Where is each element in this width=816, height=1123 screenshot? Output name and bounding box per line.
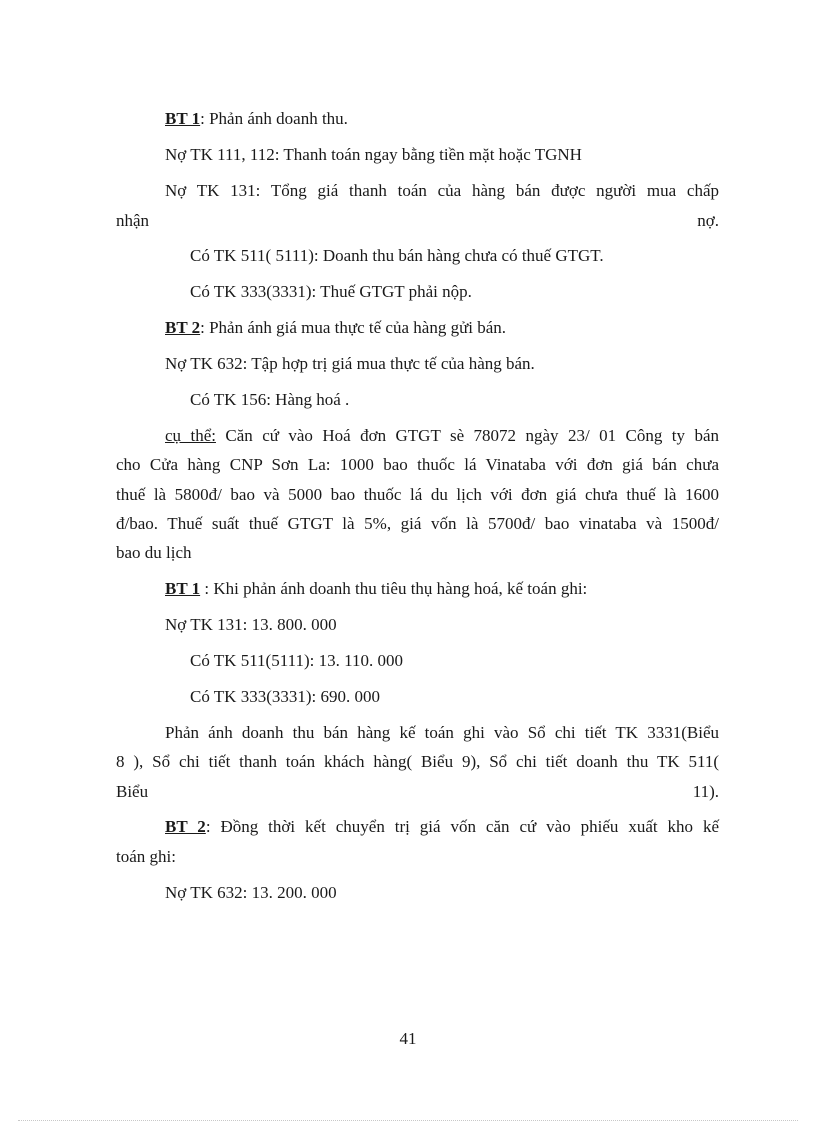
debit-632-amount-line: Nợ TK 632: 13. 200. 000 [165, 883, 337, 902]
debit-131-line: Nợ TK 131: Tổng giá thanh toán của hàng bán được người mua chấp [165, 181, 719, 200]
bt1-label: BT 1 [165, 109, 201, 128]
bt1b-label: BT 1 [165, 579, 201, 598]
bt2b-label: BT 2 [165, 817, 206, 836]
bt1b-text: : Khi phản ánh doanh thu tiêu thụ hàng hoá, kế toán ghi: [200, 579, 588, 598]
bt1b-heading [165, 579, 719, 599]
continuation-left: nhận [116, 211, 150, 230]
page-bottom-divider [18, 1120, 798, 1121]
credit-511-line: Có TK 511( 5111): Doanh thu bán hàng chưa có thuế GTGT. [190, 246, 604, 265]
bt2-heading [165, 318, 719, 338]
bt2b-continuation: toán ghi: [116, 847, 176, 866]
debit-632-line: Nợ TK 632: Tập hợp trị giá mua thực tế của hàng bán. [165, 354, 535, 373]
credit-333-amount-line: Có TK 333(3331): 690. 000 [190, 687, 380, 706]
debit-131-amount-line: Nợ TK 131: 13. 800. 000 [165, 615, 337, 634]
bt1-heading [165, 109, 719, 129]
bt2b-heading [165, 817, 719, 837]
ledger-note-line-1: Phản ánh doanh thu bán hàng kế toán ghi vào Sổ chi tiết TK 3331(Biểu [165, 723, 719, 742]
bt2-text: : Phản ánh giá mua thực tế của hàng gửi bán. [200, 318, 507, 337]
credit-156-line: Có TK 156: Hàng hoá . [190, 390, 350, 409]
ledger-note-line-2: 8 ), Sổ chi tiết thanh toán khách hàng( Biểu 9), Sổ chi tiết doanh thu TK 511( [116, 752, 719, 771]
bt2b-text: : Đồng thời kết chuyển trị giá vốn căn cứ vào phiếu xuất kho kế [205, 817, 719, 836]
continuation-right: nợ. [697, 211, 719, 230]
page-number: 41 [399, 1029, 417, 1048]
example-line-4: đ/bao. Thuế suất thuế GTGT là 5%, giá vốn là 5700đ/ bao vinataba và 1500đ/ [116, 514, 719, 533]
credit-511-amount-line: Có TK 511(5111): 13. 110. 000 [190, 651, 403, 670]
bt1-text: : Phản ánh doanh thu. [200, 109, 348, 128]
credit-333-line: Có TK 333(3331): Thuế GTGT phải nộp. [190, 282, 472, 301]
example-text: Căn cứ vào Hoá đơn GTGT sè 78072 ngày 23/ 01 Công ty bán [215, 426, 719, 445]
example-label: cụ thể: [165, 426, 216, 445]
ledger-note-left: Biểu [116, 782, 149, 801]
example-line-3: thuế là 5800đ/ bao và 5000 bao thuốc lá du lịch với đơn giá chưa thuế là 1600 [116, 485, 719, 504]
debit-111-112-line: Nợ TK 111, 112: Thanh toán ngay bằng tiền mặt hoặc TGNH [165, 145, 582, 164]
debit-131-continuation [116, 211, 719, 231]
example-line-5: bao du lịch [116, 543, 192, 562]
ledger-note-line-3 [116, 782, 719, 802]
ledger-note-right: 11). [692, 782, 719, 801]
example-intro-line [165, 426, 719, 446]
example-line-2: cho Cửa hàng CNP Sơn La: 1000 bao thuốc lá Vinataba với đơn giá bán chưa [116, 455, 719, 474]
bt2-label: BT 2 [165, 318, 201, 337]
